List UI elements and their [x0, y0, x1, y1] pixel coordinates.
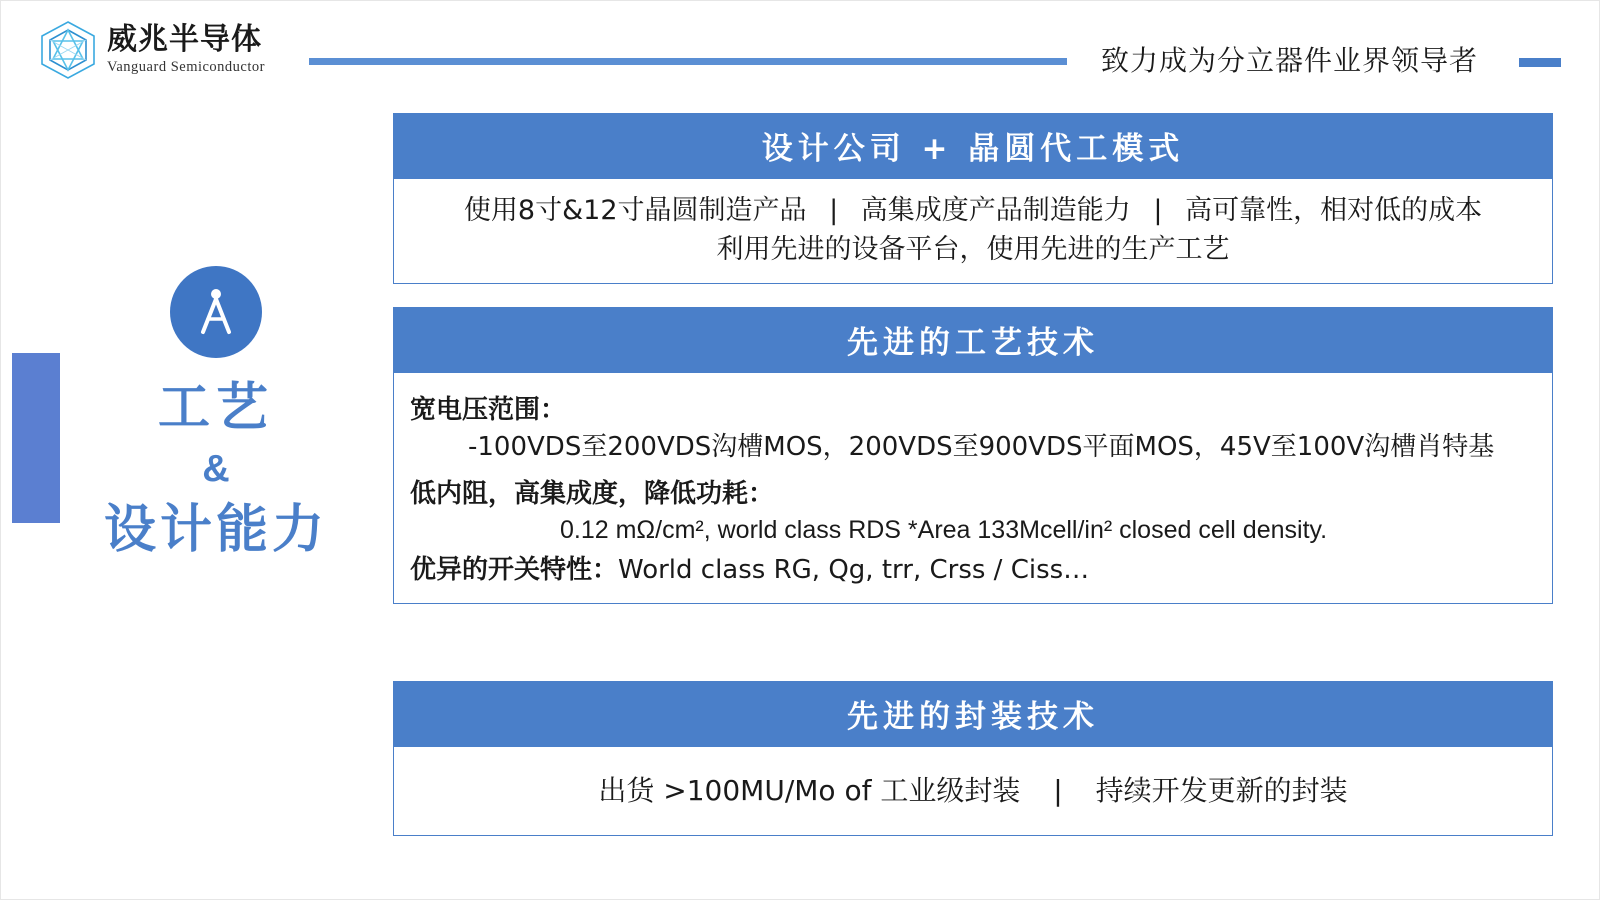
process-label-switching: 优异的开关特性： [410, 554, 619, 585]
process-text-low-resistance: 0.12 mΩ/cm², world class RDS *Area 133Mcell/in² closed cell density. [560, 516, 1328, 544]
card-process-technology [393, 307, 1553, 604]
process-label-low-resistance: 低内阻，高集成度，降低功耗： [410, 479, 775, 509]
card-process-technology-heading: 先进的工艺技术 [394, 308, 1552, 373]
card-package-technology [393, 681, 1553, 836]
logo-mark-icon [39, 19, 97, 81]
package-line [408, 759, 1538, 821]
business-line-2: 利用先进的设备平台，使用先进的生产工艺 [716, 234, 1230, 266]
package-point-1: 出货 >100MU/Mo of 工业级封装 [598, 774, 1021, 807]
business-line-1 [408, 191, 1538, 230]
card-business-model-heading: 设计公司 + 晶圆代工模式 [394, 114, 1552, 179]
logo-company-name-cn: 威兆半导体 [107, 22, 262, 58]
slide-header [1, 1, 1600, 106]
card-business-model-body [394, 179, 1552, 283]
business-point-2: 高集成度产品制造能力 [860, 195, 1131, 226]
left-title-column [61, 266, 371, 563]
card-package-technology-body [394, 747, 1552, 835]
package-separator: | [1053, 774, 1063, 807]
left-accent-block [12, 353, 60, 523]
process-text-switching: World class RG, Qg, trr, Crss / Ciss… [618, 554, 1090, 585]
header-accent-dash [1519, 58, 1561, 67]
card-process-technology-body [394, 373, 1552, 603]
left-title-line-1: 工艺 [157, 378, 274, 438]
logo-text-block [107, 24, 265, 76]
business-point-1: 使用8寸&12寸晶圆制造产品 [463, 195, 807, 226]
business-point-3: 高可靠性，相对低的成本 [1185, 195, 1483, 226]
process-text-voltage-range: -100VDS至200VDS沟槽MOS，200VDS至900VDS平面MOS，45V至100V沟槽肖特基 [468, 432, 1495, 462]
logo-company-name-en: Vanguard Semiconductor [107, 58, 265, 75]
header-slogan: 致力成为分立器件业界领导者 [1100, 44, 1478, 77]
business-separator-1: | [829, 195, 839, 226]
left-title-ampersand: & [202, 448, 230, 490]
header-divider-bar [309, 58, 1067, 65]
process-label-voltage-range: 宽电压范围： [410, 395, 567, 425]
compass-divider-icon [170, 266, 262, 358]
card-package-technology-heading: 先进的封装技术 [394, 682, 1552, 747]
card-business-model [393, 113, 1553, 284]
process-row-switching [410, 552, 1536, 590]
company-logo [39, 19, 265, 81]
package-point-2: 持续开发更新的封装 [1095, 774, 1348, 807]
business-separator-2: | [1153, 195, 1163, 226]
left-title-line-2: 设计能力 [103, 500, 328, 560]
